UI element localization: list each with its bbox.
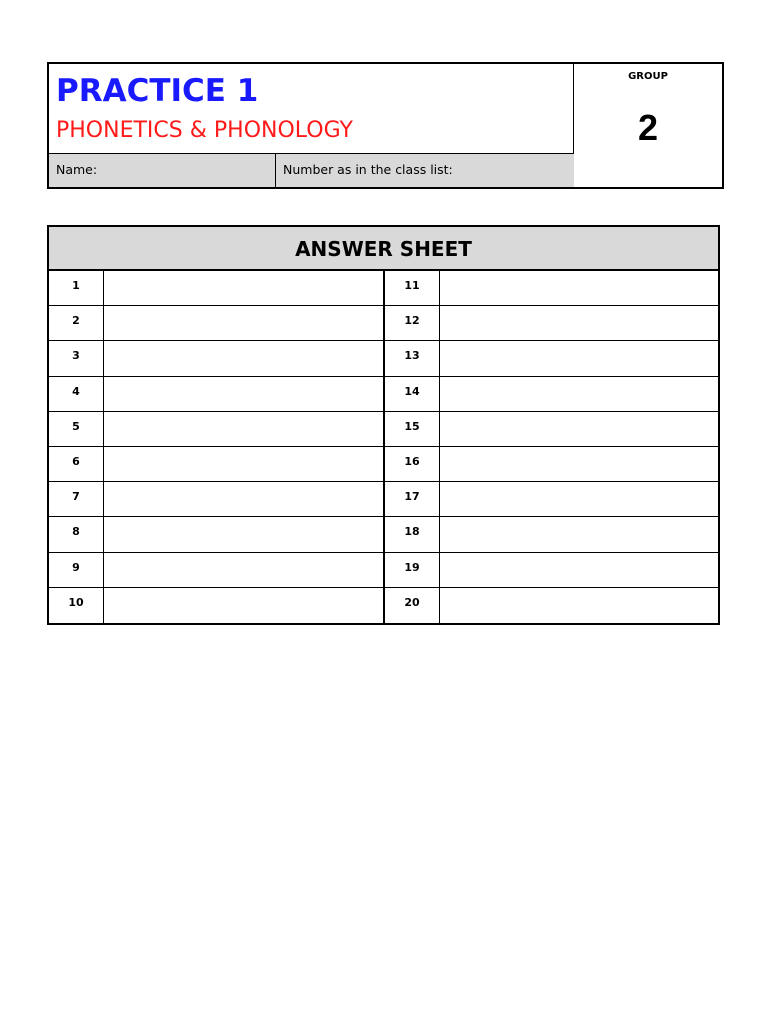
table-row [49, 517, 718, 552]
table-row [49, 306, 718, 341]
answer-field[interactable] [103, 517, 385, 552]
table-row [49, 482, 718, 517]
question-number: 16 [404, 455, 420, 468]
page-title: PRACTICE 1 [56, 73, 259, 109]
question-number: 5 [72, 419, 80, 433]
answer-field[interactable] [103, 306, 385, 341]
answer-field[interactable] [103, 377, 385, 412]
answer-field[interactable] [439, 306, 718, 341]
page-subtitle: PHONETICS & PHONOLOGY [56, 118, 353, 143]
question-number: 18 [404, 525, 420, 539]
answer-field[interactable] [439, 553, 718, 588]
question-number: 11 [404, 279, 420, 292]
question-number: 2 [72, 314, 80, 328]
class-number-label: Number as in the class list: [283, 162, 453, 177]
answer-field[interactable] [103, 412, 385, 447]
question-number: 1 [72, 279, 80, 292]
answer-field[interactable] [439, 271, 718, 306]
question-number: 9 [72, 560, 80, 574]
answer-field[interactable] [103, 553, 385, 588]
answer-field[interactable] [103, 271, 385, 306]
answer-field[interactable] [103, 588, 385, 623]
table-row [49, 553, 718, 588]
table-row [49, 377, 718, 412]
answer-field[interactable] [103, 482, 385, 517]
question-number: 19 [404, 560, 420, 574]
question-number: 7 [72, 490, 80, 504]
title-cell [49, 64, 574, 154]
answer-field[interactable] [439, 341, 718, 376]
answer-sheet-header [49, 227, 718, 271]
answer-field[interactable] [439, 588, 718, 623]
question-number: 17 [404, 490, 420, 504]
group-cell [574, 64, 722, 187]
question-number: 3 [72, 349, 80, 363]
question-number: 10 [68, 595, 84, 609]
answer-field[interactable] [103, 341, 385, 376]
class-number-field[interactable] [276, 154, 574, 187]
question-number: 4 [72, 384, 80, 398]
answer-field[interactable] [439, 377, 718, 412]
table-row [49, 588, 718, 623]
table-row [49, 341, 718, 376]
answer-field[interactable] [439, 517, 718, 552]
table-row [49, 447, 718, 482]
group-number: 2 [637, 107, 659, 148]
question-number: 6 [72, 455, 80, 468]
answer-sheet-title: ANSWER SHEET [295, 237, 472, 261]
question-number: 14 [404, 384, 420, 398]
table-row [49, 271, 718, 306]
worksheet-header [47, 62, 724, 189]
answer-rows [49, 271, 718, 623]
question-number: 13 [404, 349, 420, 363]
answer-field[interactable] [439, 447, 718, 482]
answer-sheet-table [47, 225, 720, 625]
name-field[interactable] [49, 154, 276, 187]
question-number: 20 [404, 595, 420, 609]
answer-field[interactable] [103, 447, 385, 482]
answer-field[interactable] [439, 412, 718, 447]
question-number: 8 [72, 525, 80, 539]
group-label: GROUP [628, 71, 668, 82]
question-number: 15 [404, 419, 420, 433]
question-number: 12 [404, 314, 420, 328]
answer-field[interactable] [439, 482, 718, 517]
name-label: Name: [56, 162, 98, 177]
student-info-row [49, 154, 574, 187]
table-row [49, 412, 718, 447]
